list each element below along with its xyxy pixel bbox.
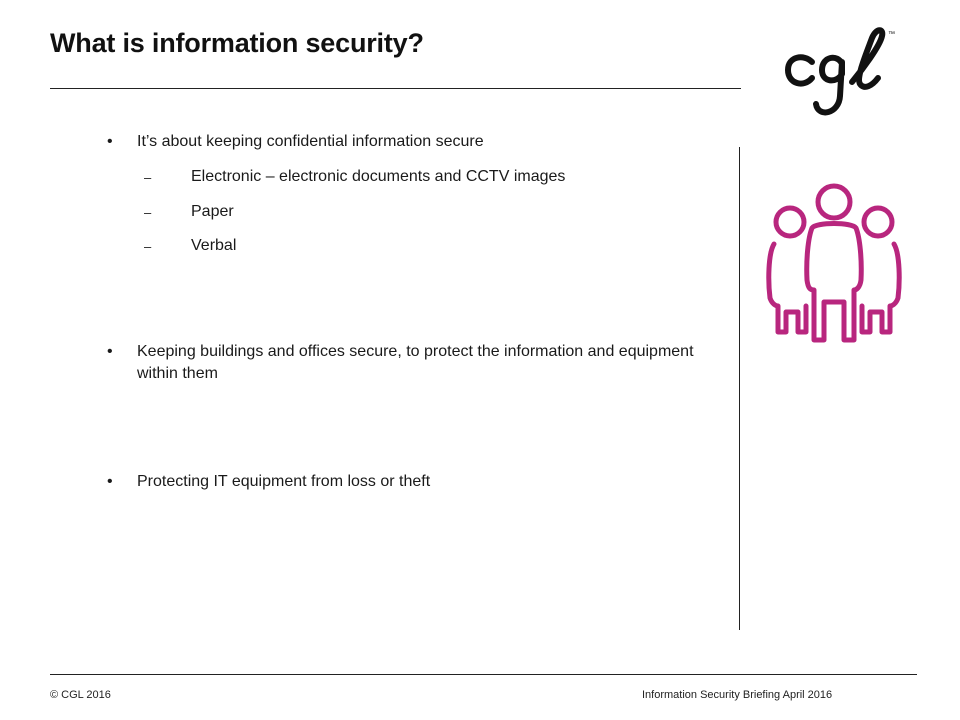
sub-bullet-electronic: Electronic – electronic documents and CCTV images	[191, 168, 566, 185]
people-group-icon	[764, 182, 904, 350]
sub-bullet-paper: Paper	[191, 203, 234, 220]
bullet-marker: •	[107, 343, 113, 360]
trademark-symbol: ™	[888, 31, 895, 38]
bullet-text-confidential: It’s about keeping confidential information secure	[137, 133, 484, 150]
footer-copyright: © CGL 2016	[50, 689, 111, 701]
bullet-text-it-equipment: Protecting IT equipment from loss or theft	[137, 473, 431, 490]
footer-presentation-title: Information Security Briefing April 2016	[642, 689, 833, 701]
sub-bullet-marker: –	[144, 239, 152, 254]
vertical-divider	[739, 147, 740, 630]
footer-divider	[50, 674, 917, 675]
title-divider	[50, 88, 741, 89]
bullet-text-buildings: Keeping buildings and offices secure, to protect the information and equipment within them	[137, 343, 694, 382]
cgl-logo	[782, 26, 898, 126]
bullet-marker: •	[107, 133, 113, 150]
sub-bullet-marker: –	[144, 170, 152, 185]
slide-title: What is information security?	[50, 28, 424, 58]
sub-bullet-marker: –	[144, 205, 152, 220]
sub-bullet-verbal: Verbal	[191, 237, 237, 254]
bullet-marker: •	[107, 473, 113, 490]
